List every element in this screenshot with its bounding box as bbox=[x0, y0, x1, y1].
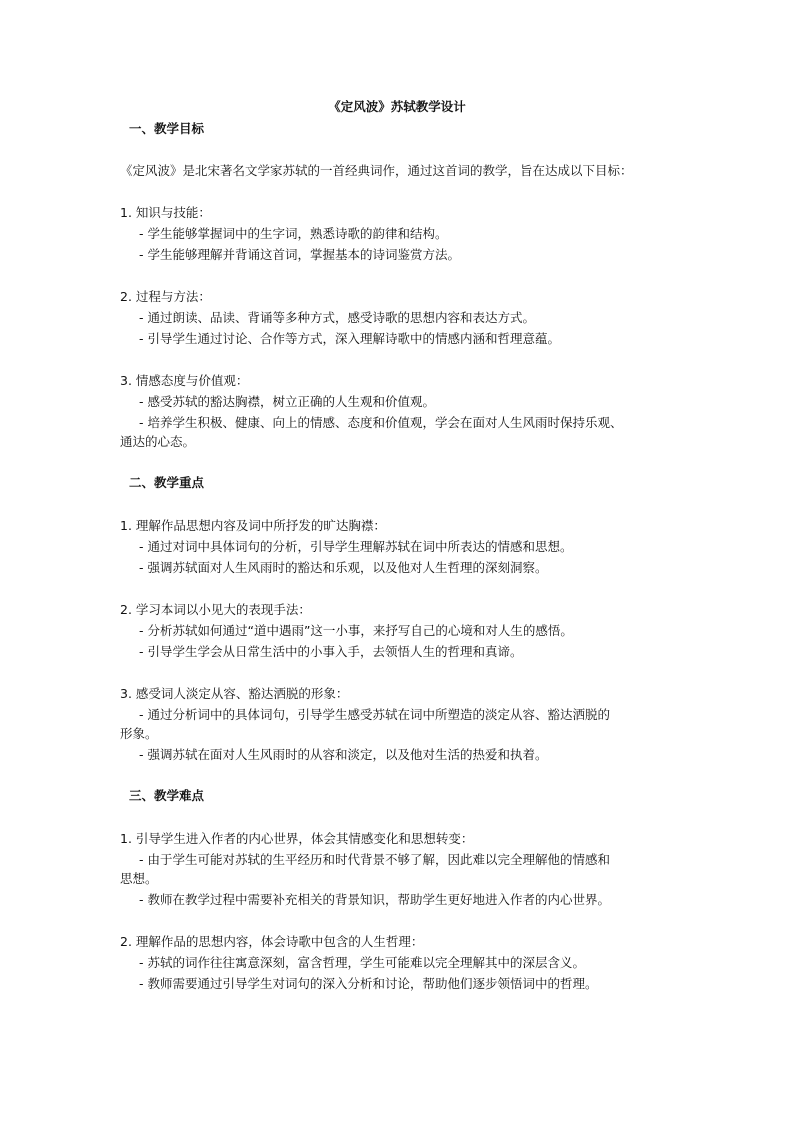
bullet-text-continued: 形象。 bbox=[120, 726, 158, 741]
bullet-text: - 分析苏轼如何通过“道中遇雨”这一小事，来抒写自己的心境和对人生的感悟。 bbox=[139, 623, 573, 638]
item-label: 2. 学习本词以小见大的表现手法： bbox=[120, 602, 311, 617]
section-heading-key-points: 二、教学重点 bbox=[129, 475, 205, 490]
section-intro: 《定风波》是北宋著名文学家苏轼的一首经典词作，通过这首词的教学，旨在达成以下目标： bbox=[120, 163, 633, 178]
item-label: 3. 情感态度与价值观： bbox=[120, 373, 249, 388]
bullet-text: - 引导学生学会从日常生活中的小事入手，去领悟人生的哲理和真谛。 bbox=[139, 644, 523, 659]
section-heading-objectives: 一、教学目标 bbox=[129, 121, 205, 136]
bullet-text: - 强调苏轼面对人生风雨时的豁达和乐观，以及他对人生哲理的深刻洞察。 bbox=[139, 560, 548, 575]
item-label: 1. 知识与技能： bbox=[120, 205, 211, 220]
bullet-text: - 通过对词中具体词句的分析，引导学生理解苏轼在词中所表达的情感和思想。 bbox=[139, 539, 573, 554]
bullet-text: - 通过分析词中的具体词句，引导学生感受苏轼在词中所塑造的淡定从容、豁达洒脱的 bbox=[139, 707, 610, 722]
item-label: 2. 理解作品的思想内容，体会诗歌中包含的人生哲理： bbox=[120, 934, 424, 949]
bullet-text: - 教师需要通过引导学生对词句的深入分析和讨论，帮助他们逐步领悟词中的哲理。 bbox=[139, 976, 598, 991]
bullet-text: - 通过朗读、品读、背诵等多种方式，感受诗歌的思想内容和表达方式。 bbox=[139, 310, 535, 325]
item-label: 1. 理解作品思想内容及词中所抒发的旷达胸襟： bbox=[120, 518, 386, 533]
bullet-text: - 教师在教学过程中需要补充相关的背景知识，帮助学生更好地进入作者的内心世界。 bbox=[139, 892, 610, 907]
bullet-text: - 由于学生可能对苏轼的生平经历和时代背景不够了解，因此难以完全理解他的情感和 bbox=[139, 852, 610, 867]
bullet-text: - 学生能够理解并背诵这首词，掌握基本的诗词鉴赏方法。 bbox=[139, 247, 460, 262]
bullet-text: - 强调苏轼在面对人生风雨时的从容和淡定，以及他对生活的热爱和执着。 bbox=[139, 747, 548, 762]
item-label: 1. 引导学生进入作者的内心世界，体会其情感变化和思想转变： bbox=[120, 831, 474, 846]
item-label: 3. 感受词人淡定从容、豁达洒脱的形象： bbox=[120, 686, 349, 701]
bullet-text-continued: 思想。 bbox=[120, 871, 158, 886]
bullet-text: - 培养学生积极、健康、向上的情感、态度和价值观，学会在面对人生风雨时保持乐观、 bbox=[139, 415, 623, 430]
bullet-text: - 学生能够掌握词中的生字词，熟悉诗歌的韵律和结构。 bbox=[139, 226, 448, 241]
item-label: 2. 过程与方法： bbox=[120, 289, 211, 304]
section-heading-difficulties: 三、教学难点 bbox=[129, 788, 205, 803]
bullet-text: - 感受苏轼的豁达胸襟，树立正确的人生观和价值观。 bbox=[139, 394, 435, 409]
bullet-text-continued: 通达的心态。 bbox=[120, 434, 196, 449]
bullet-text: - 引导学生通过讨论、合作等方式，深入理解诗歌中的情感内涵和哲理意蕴。 bbox=[139, 331, 560, 346]
bullet-text: - 苏轼的词作往往寓意深刻，富含哲理，学生可能难以完全理解其中的深层含义。 bbox=[139, 955, 585, 970]
document-title: 《定风波》苏轼教学设计 bbox=[328, 99, 466, 114]
